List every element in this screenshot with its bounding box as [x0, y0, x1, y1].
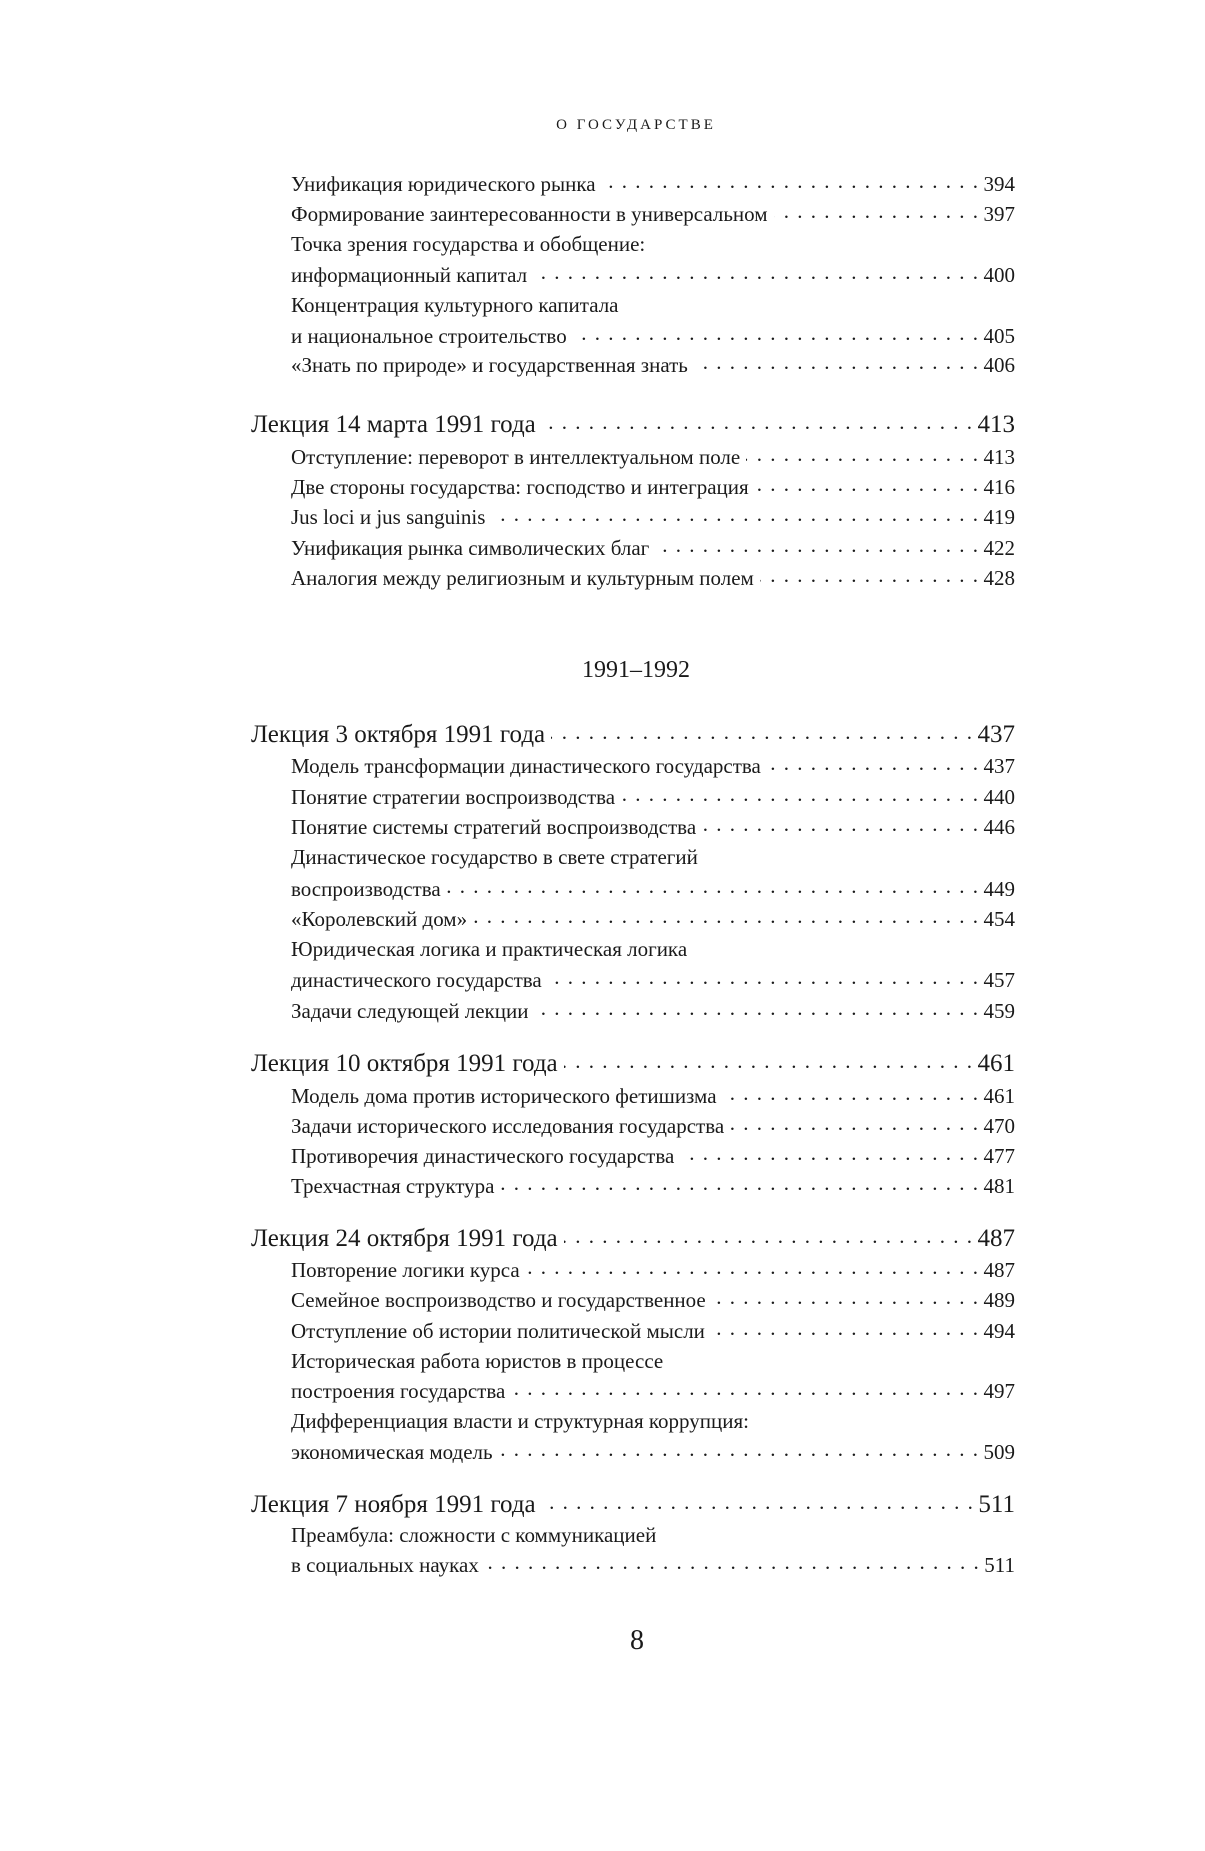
toc-entry[interactable]: [291, 1171, 1015, 1201]
lecture-page: 413: [977, 411, 1015, 438]
entry-page: 437: [983, 754, 1015, 778]
entry-title: Унификация рынка символических благ: [291, 536, 650, 560]
toc-entry-wrapped-line: [291, 1520, 1015, 1550]
dot-leader: [534, 998, 979, 1018]
toc-entry[interactable]: [291, 1141, 1015, 1171]
dot-leader: [542, 1492, 975, 1512]
entry-title-line1: Точка зрения государства и обобщение:: [291, 232, 646, 256]
toc-entry[interactable]: [291, 533, 1015, 563]
page-number: 8: [630, 1625, 644, 1656]
entry-page: 413: [983, 445, 1015, 469]
entry-title: Понятие системы стратегий воспроизводства: [291, 815, 697, 839]
entry-page: 416: [983, 475, 1015, 499]
entry-page: 509: [983, 1440, 1015, 1464]
toc-entry[interactable]: [291, 1316, 1015, 1346]
lecture-title: Лекция 14 марта 1991 года: [251, 411, 536, 438]
entry-page: 394: [983, 172, 1015, 196]
entry-page: 400: [983, 263, 1015, 287]
dot-leader: [526, 1257, 980, 1277]
toc-entry[interactable]: [291, 751, 1015, 781]
dot-leader: [491, 504, 979, 524]
dot-leader: [551, 722, 973, 742]
dot-leader: [533, 262, 979, 282]
entry-title: Семейное воспроизводство и государственное: [291, 1288, 706, 1312]
dot-leader: [730, 1113, 979, 1133]
dot-leader: [573, 323, 980, 343]
dot-leader: [542, 412, 974, 432]
entry-title: Модель дома против исторического фетишизма: [291, 1084, 717, 1108]
toc-entry[interactable]: [291, 442, 1015, 472]
dot-leader: [711, 1318, 980, 1338]
entry-title: Унификация юридического рынка: [291, 172, 596, 196]
dot-leader: [723, 1083, 980, 1103]
toc-entry[interactable]: [291, 1376, 1015, 1406]
entry-page: 511: [984, 1553, 1015, 1577]
toc-entry[interactable]: [291, 1111, 1015, 1141]
entry-page: 454: [983, 907, 1015, 931]
toc-entry[interactable]: [291, 965, 1015, 995]
toc-entry[interactable]: [291, 874, 1015, 904]
toc-entry-wrapped-line: [291, 229, 1015, 259]
lecture-heading[interactable]: [251, 1490, 1015, 1520]
entry-page: 494: [983, 1319, 1015, 1343]
dot-leader: [564, 1051, 974, 1071]
entry-page: 459: [983, 999, 1015, 1023]
entry-title: Формирование заинтересованности в универсальном: [291, 202, 768, 226]
lecture-heading[interactable]: [251, 1049, 1015, 1079]
dot-leader: [564, 1226, 974, 1246]
toc-entry[interactable]: [291, 472, 1015, 502]
toc-entry[interactable]: [291, 1255, 1015, 1285]
entry-title: и национальное строительство: [291, 324, 567, 348]
toc-entry[interactable]: [291, 502, 1015, 532]
running-head: О ГОСУДАРСТВЕ: [556, 117, 716, 133]
entry-title-line1: Дифференциация власти и структурная коррупция:: [291, 1409, 749, 1433]
entry-title: Две стороны государства: господство и интеграция: [291, 475, 749, 499]
dot-leader: [746, 444, 979, 464]
toc-entry[interactable]: [291, 996, 1015, 1026]
dot-leader: [655, 535, 979, 555]
dot-leader: [760, 565, 980, 585]
entry-page: 481: [983, 1174, 1015, 1198]
toc-entry-wrapped-line: [291, 1406, 1015, 1436]
dot-leader: [473, 906, 979, 926]
entry-title: «Королевский дом»: [291, 907, 468, 931]
toc-entry[interactable]: [291, 1081, 1015, 1111]
entry-page: 419: [983, 505, 1015, 529]
dot-leader: [702, 814, 979, 834]
dot-leader: [694, 352, 980, 372]
toc-entry[interactable]: [291, 169, 1015, 199]
toc-entry[interactable]: [291, 1437, 1015, 1467]
entry-page: 470: [983, 1114, 1015, 1138]
entry-title: Отступление об истории политической мысли: [291, 1319, 705, 1343]
toc-entry[interactable]: [291, 350, 1015, 380]
entry-title-line1: Династическое государство в свете стратегий: [291, 845, 698, 869]
lecture-page: 511: [978, 1491, 1015, 1518]
entry-title: Задачи исторического исследования государства: [291, 1114, 725, 1138]
toc-entry[interactable]: [291, 260, 1015, 290]
entry-page: 477: [983, 1144, 1015, 1168]
entry-page: 428: [983, 566, 1015, 590]
toc-entry[interactable]: [291, 1285, 1015, 1315]
lecture-heading[interactable]: [251, 1224, 1015, 1254]
entry-title-line1: Историческая работа юристов в процессе: [291, 1349, 664, 1373]
entry-title: информационный капитал: [291, 263, 528, 287]
entry-page: 405: [983, 324, 1015, 348]
entry-title: династического государства: [291, 968, 542, 992]
entry-title-line1: Концентрация культурного капитала: [291, 293, 619, 317]
year-heading: 1991–1992: [582, 657, 690, 683]
dot-leader: [712, 1287, 980, 1307]
dot-leader: [447, 876, 980, 896]
lecture-heading[interactable]: [251, 720, 1015, 750]
entry-title: Понятие стратегии воспроизводства: [291, 785, 616, 809]
entry-title: «Знать по природе» и государственная знать: [291, 353, 688, 377]
dot-leader: [511, 1378, 979, 1398]
entry-page: 457: [983, 968, 1015, 992]
lecture-page: 461: [977, 1050, 1015, 1077]
dot-leader: [755, 474, 980, 494]
entry-page: 422: [983, 536, 1015, 560]
entry-page: 461: [983, 1084, 1015, 1108]
entry-title: в социальных науках: [291, 1553, 479, 1577]
toc-entry[interactable]: [291, 812, 1015, 842]
entry-title: построения государства: [291, 1379, 506, 1403]
entry-page: 489: [983, 1288, 1015, 1312]
toc-entry[interactable]: [291, 199, 1015, 229]
entry-page: 449: [983, 877, 1015, 901]
entry-title: Модель трансформации династического государства: [291, 754, 761, 778]
lecture-title: Лекция 24 октября 1991 года: [251, 1225, 558, 1252]
entry-title: Отступление: переворот в интеллектуальном поле: [291, 445, 741, 469]
entry-title: Аналогия между религиозным и культурным полем: [291, 566, 754, 590]
dot-leader: [621, 784, 979, 804]
lecture-title: Лекция 3 октября 1991 года: [251, 721, 546, 748]
dot-leader: [774, 201, 980, 221]
dot-leader: [499, 1439, 980, 1459]
dot-leader: [767, 753, 980, 773]
lecture-title: Лекция 7 ноября 1991 года: [251, 1491, 536, 1518]
lecture-page: 437: [977, 721, 1015, 748]
toc-entry-wrapped-line: [291, 842, 1015, 872]
toc-entry[interactable]: [291, 904, 1015, 934]
toc-entry[interactable]: [291, 1550, 1015, 1580]
entry-title: Задачи следующей лекции: [291, 999, 529, 1023]
entry-page: 487: [983, 1258, 1015, 1282]
lecture-title: Лекция 10 октября 1991 года: [251, 1050, 558, 1077]
dot-leader: [501, 1173, 980, 1193]
entry-page: 497: [983, 1379, 1015, 1403]
toc-entry[interactable]: [291, 563, 1015, 593]
entry-page: 440: [983, 785, 1015, 809]
dot-leader: [548, 967, 980, 987]
entry-title-line1: Преамбула: сложности с коммуникацией: [291, 1523, 657, 1547]
dot-leader: [680, 1143, 979, 1163]
entry-title: Трехчастная структура: [291, 1174, 495, 1198]
entry-page: 446: [983, 815, 1015, 839]
lecture-heading[interactable]: [251, 410, 1015, 440]
dot-leader: [602, 171, 980, 191]
entry-title-line1: Юридическая логика и практическая логика: [291, 937, 688, 961]
entry-title: Противоречия династического государства: [291, 1144, 675, 1168]
entry-title: экономическая модель: [291, 1440, 493, 1464]
toc-entry[interactable]: [291, 321, 1015, 351]
entry-title: Jus loci и jus sanguinis: [291, 505, 486, 529]
entry-title: воспроизводства: [291, 877, 441, 901]
toc-entry[interactable]: [291, 782, 1015, 812]
toc-entry-wrapped-line: [291, 290, 1015, 320]
lecture-page: 487: [977, 1225, 1015, 1252]
toc-entry-wrapped-line: [291, 1346, 1015, 1376]
dot-leader: [485, 1552, 980, 1572]
toc-entry-wrapped-line: [291, 934, 1015, 964]
entry-page: 406: [983, 353, 1015, 377]
entry-page: 397: [983, 202, 1015, 226]
entry-title: Повторение логики курса: [291, 1258, 520, 1282]
